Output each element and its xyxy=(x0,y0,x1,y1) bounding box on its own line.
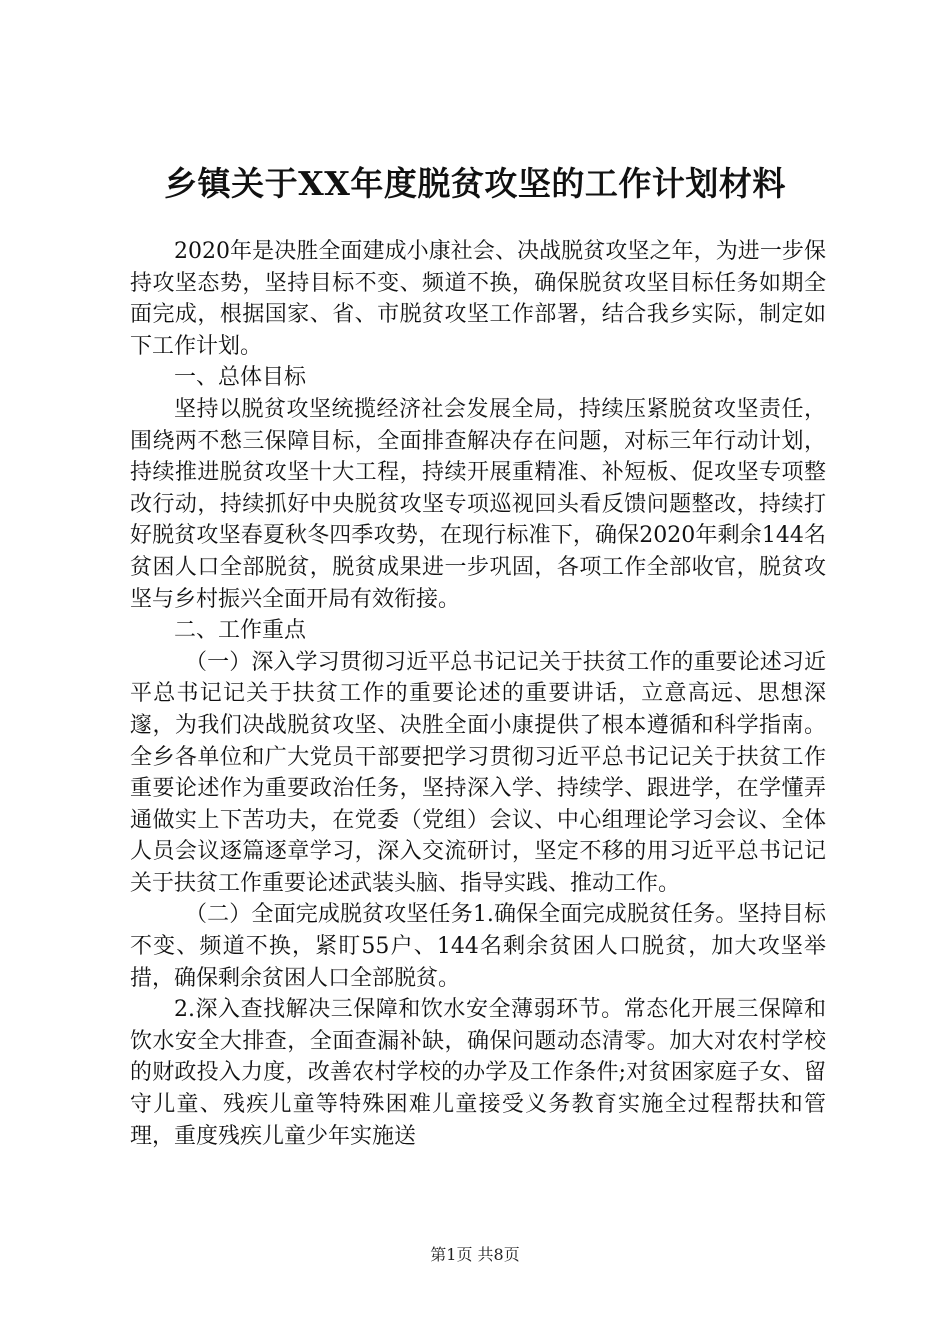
section-heading-key-work: 二、工作重点 xyxy=(174,618,307,644)
paragraph-overall-goal: 坚持以脱贫攻坚统揽经济社会发展全局，持续压紧脱贫攻坚责任，围绕两不愁三保障目标，全面排查解决存在问题，对标三年行动计划，持续推进脱贫攻坚十大工程，持续开展重精准、补短板、促攻坚专项整改行动，持续抓好中央脱贫攻坚专项巡视回头看反馈问题整改，持续打好脱贫攻坚春夏秋冬四季攻势，在现行标准下，确保2020年剩余144名贫困人口全部脱贫，脱贫成果进一步巩固，各项工作全部收官，脱贫攻坚与乡村振兴全面开局有效衔接。 xyxy=(130,396,826,612)
paragraph-complete-tasks: （二）全面完成脱贫攻坚任务1.确保全面完成脱贫任务。坚持目标不变、频道不换，紧盯55户、144名剩余贫困人口脱贫，加大攻坚举措，确保剩余贫困人口全部脱贫。 xyxy=(130,902,826,991)
paragraph-three-guarantees: 2.深入查找解决三保障和饮水安全薄弱环节。常态化开展三保障和饮水安全大排查，全面查漏补缺，确保问题动态清零。加大对农村学校的财政投入力度，改善农村学校的办学及工作条件;对贫困家庭子女、留守儿童、残疾儿童等特殊困难儿童接受义务教育实施全过程帮扶和管理，重度残疾儿童少年实施送 xyxy=(130,997,826,1149)
page-indicator: 第1页 共8页 xyxy=(430,1245,520,1264)
section-heading-overall-goal: 一、总体目标 xyxy=(174,365,307,391)
document-title: 乡镇关于XX年度脱贫攻坚的工作计划材料 xyxy=(164,164,786,203)
paragraph-study: （一）深入学习贯彻习近平总书记记关于扶贫工作的重要论述习近平总书记记关于扶贫工作的重要论述的重要讲话，立意高远、思想深邃，为我们决战脱贫攻坚、决胜全面小康提供了根本遵循和科学指南。全乡各单位和广大党员干部要把学习贯彻习近平总书记记关于扶贫工作重要论述作为重要政治任务，坚持深入学、持续学、跟进学，在学懂弄通做实上下苦功夫，在党委（党组）会议、中心组理论学习会议、全体人员会议逐篇逐章学习，深入交流研讨，坚定不移的用习近平总书记记关于扶贫工作重要论述武装头脑、指导实践、推动工作。 xyxy=(130,649,826,896)
document-body xyxy=(130,236,826,1152)
paragraph-intro: 2020年是决胜全面建成小康社会、决战脱贫攻坚之年，为进一步保持攻坚态势，坚持目标不变、频道不换，确保脱贫攻坚目标任务如期全面完成，根据国家、省、市脱贫攻坚工作部署，结合我乡实际，制定如下工作计划。 xyxy=(130,239,826,359)
